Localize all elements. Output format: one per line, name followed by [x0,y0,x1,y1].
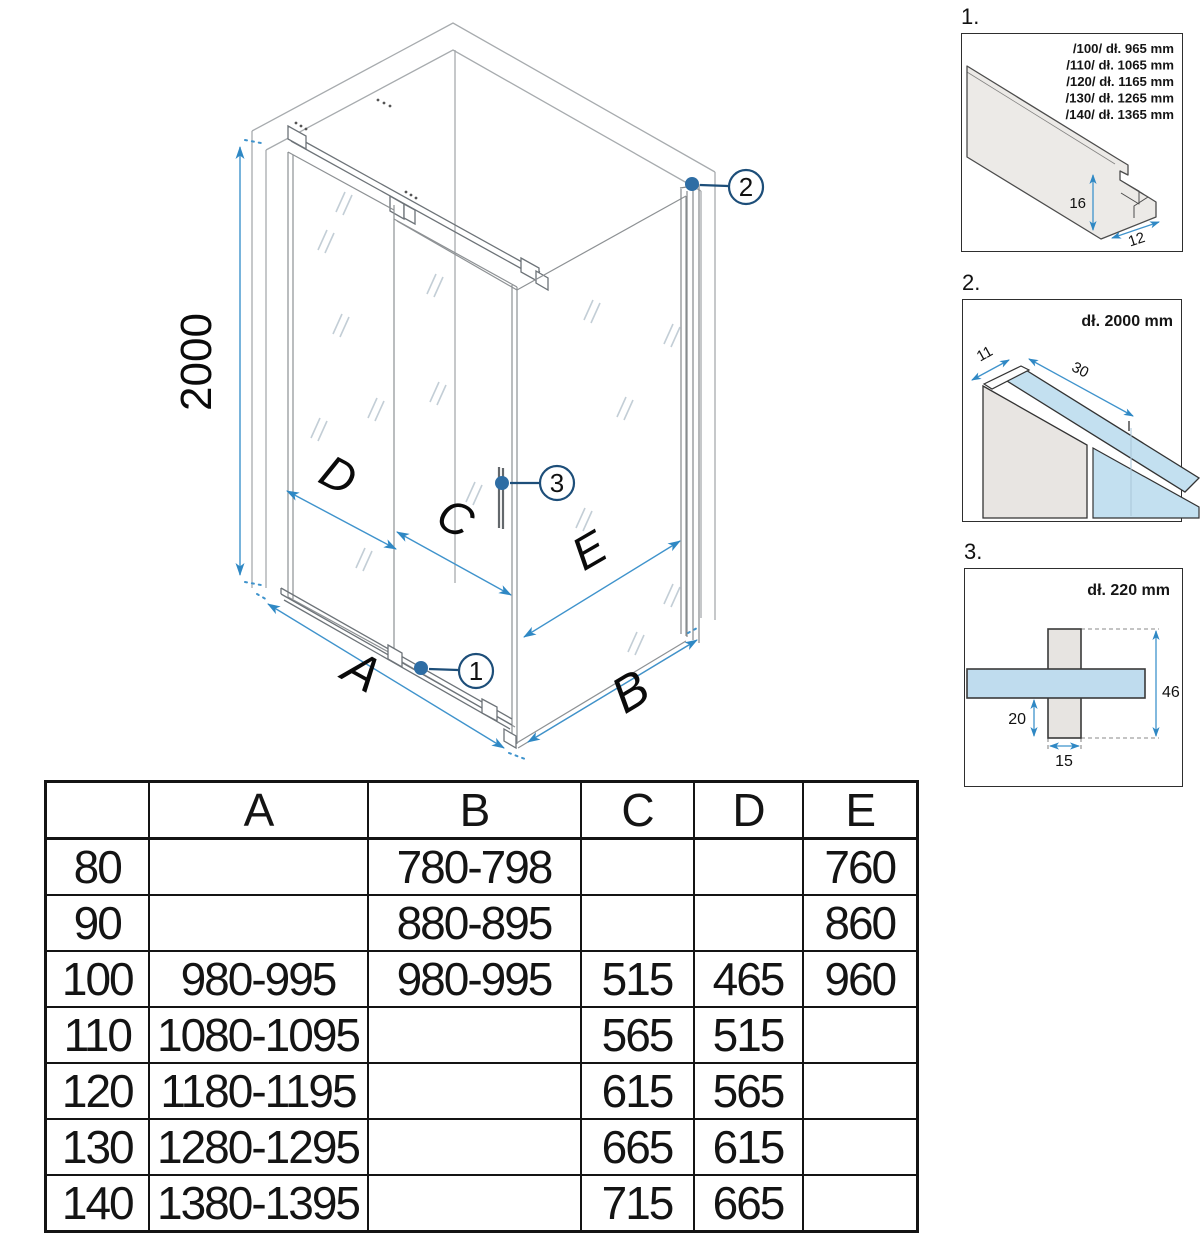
right-wall-profile [680,185,700,643]
detail-3-box [964,568,1183,787]
svg-text:/120/ dł. 1165 mm: /120/ dł. 1165 mm [1066,74,1174,89]
table-cell [694,895,803,951]
table-cell: 515 [694,1007,803,1063]
detail-2-dim-wall: 11 [973,342,996,366]
table-cell: 120 [46,1063,149,1119]
dim-label-a: A [334,638,391,704]
dim-label-b: B [601,658,659,725]
table-cell: 140 [46,1175,149,1232]
table-cell: 1180-1195 [149,1063,368,1119]
detail-3-label: 3. [964,539,983,564]
table-row [46,839,918,896]
table-cell: 515 [581,951,694,1007]
table-cell: 960 [803,951,918,1007]
table-cell: 880-895 [368,895,581,951]
dim-label-e: E [562,519,616,581]
table-cell: 1380-1395 [149,1175,368,1232]
table-cell [368,1063,581,1119]
detail-2-box [962,299,1182,522]
table-cell: 565 [581,1007,694,1063]
table-cell [803,1063,918,1119]
detail-1-dim-depth: 12 [1126,229,1148,251]
table-header-c: C [581,782,694,839]
table-cell: 665 [581,1119,694,1175]
table-cell [368,1007,581,1063]
table-header-e: E [803,782,918,839]
table-row [46,895,918,951]
svg-text:/100/ dł. 965 mm: /100/ dł. 965 mm [1072,41,1174,56]
table-cell: 665 [694,1175,803,1232]
svg-text:/140/ dł. 1365 mm: /140/ dł. 1365 mm [1065,107,1174,122]
callout-1 [414,654,493,688]
dim-label-c: C [428,487,483,549]
table-cell [149,839,368,896]
detail-3-dim-width: 15 [1055,753,1073,770]
table-cell: 565 [694,1063,803,1119]
detail-3-dim-lower: 20 [1008,711,1026,728]
table-cell: 90 [46,895,149,951]
table-cell [149,895,368,951]
table-cell [803,1175,918,1232]
table-cell [581,895,694,951]
table-cell [368,1119,581,1175]
glass-hatch-marks [311,192,680,655]
detail-2-dim-glass: 30 [1068,358,1092,382]
detail-2-drawing [963,300,1180,520]
detail-1-drawing [962,34,1181,250]
table-cell: 980-995 [368,951,581,1007]
callout-3 [495,466,574,500]
table-cell: 860 [803,895,918,951]
svg-text:/130/ dł. 1265 mm: /130/ dł. 1265 mm [1065,90,1174,106]
table-cell [368,1175,581,1232]
table-cell [803,1007,918,1063]
dim-label-d: D [311,444,366,506]
table-header-b: B [368,782,581,839]
callout-2 [685,170,763,204]
table-cell [803,1119,918,1175]
table-cell: 1280-1295 [149,1119,368,1175]
table-header-a: A [149,782,368,839]
table-cell: 715 [581,1175,694,1232]
detail-1-label: 1. [961,4,980,29]
top-rail [288,99,548,290]
detail-1-dim-height: 16 [1069,195,1086,212]
table-cell: 110 [46,1007,149,1063]
table-row [46,951,918,1007]
table-cell: 980-995 [149,951,368,1007]
table-cell: 615 [694,1119,803,1175]
height-dimension-label: 2000 [172,313,221,411]
glass-section [967,669,1145,698]
table-cell: 465 [694,951,803,1007]
dimension-table [44,780,919,1233]
table-cell: 100 [46,951,149,1007]
room-walls [252,23,715,620]
detail-1-length-list [1066,41,1175,122]
table-header-d: D [694,782,803,839]
callout-3-number: 3 [549,468,565,498]
table-cell: 780-798 [368,839,581,896]
callout-1-number: 1 [468,656,484,686]
table-row [46,1007,918,1063]
callout-2-number: 2 [738,172,754,202]
detail-3-drawing [965,569,1181,785]
table-cell: 1080-1095 [149,1007,368,1063]
table-cell: 80 [46,839,149,896]
detail-2-label: 2. [962,270,981,295]
table-header-size [46,782,149,839]
table-cell: 130 [46,1119,149,1175]
table-cell [694,839,803,896]
svg-text:/110/ dł. 1065 mm: /110/ dł. 1065 mm [1066,57,1174,73]
table-cell: 760 [803,839,918,896]
screw-dots [295,99,418,200]
table-row [46,1175,918,1232]
table-row [46,1063,918,1119]
table-cell: 615 [581,1063,694,1119]
detail-1-box [961,33,1183,252]
detail-3-length: dł. 220 mm [1087,582,1170,599]
detail-3-dim-total: 46 [1162,684,1180,701]
table-cell [581,839,694,896]
table-row [46,1119,918,1175]
detail-2-length: dł. 2000 mm [1081,313,1173,330]
table-header-row [46,782,918,839]
